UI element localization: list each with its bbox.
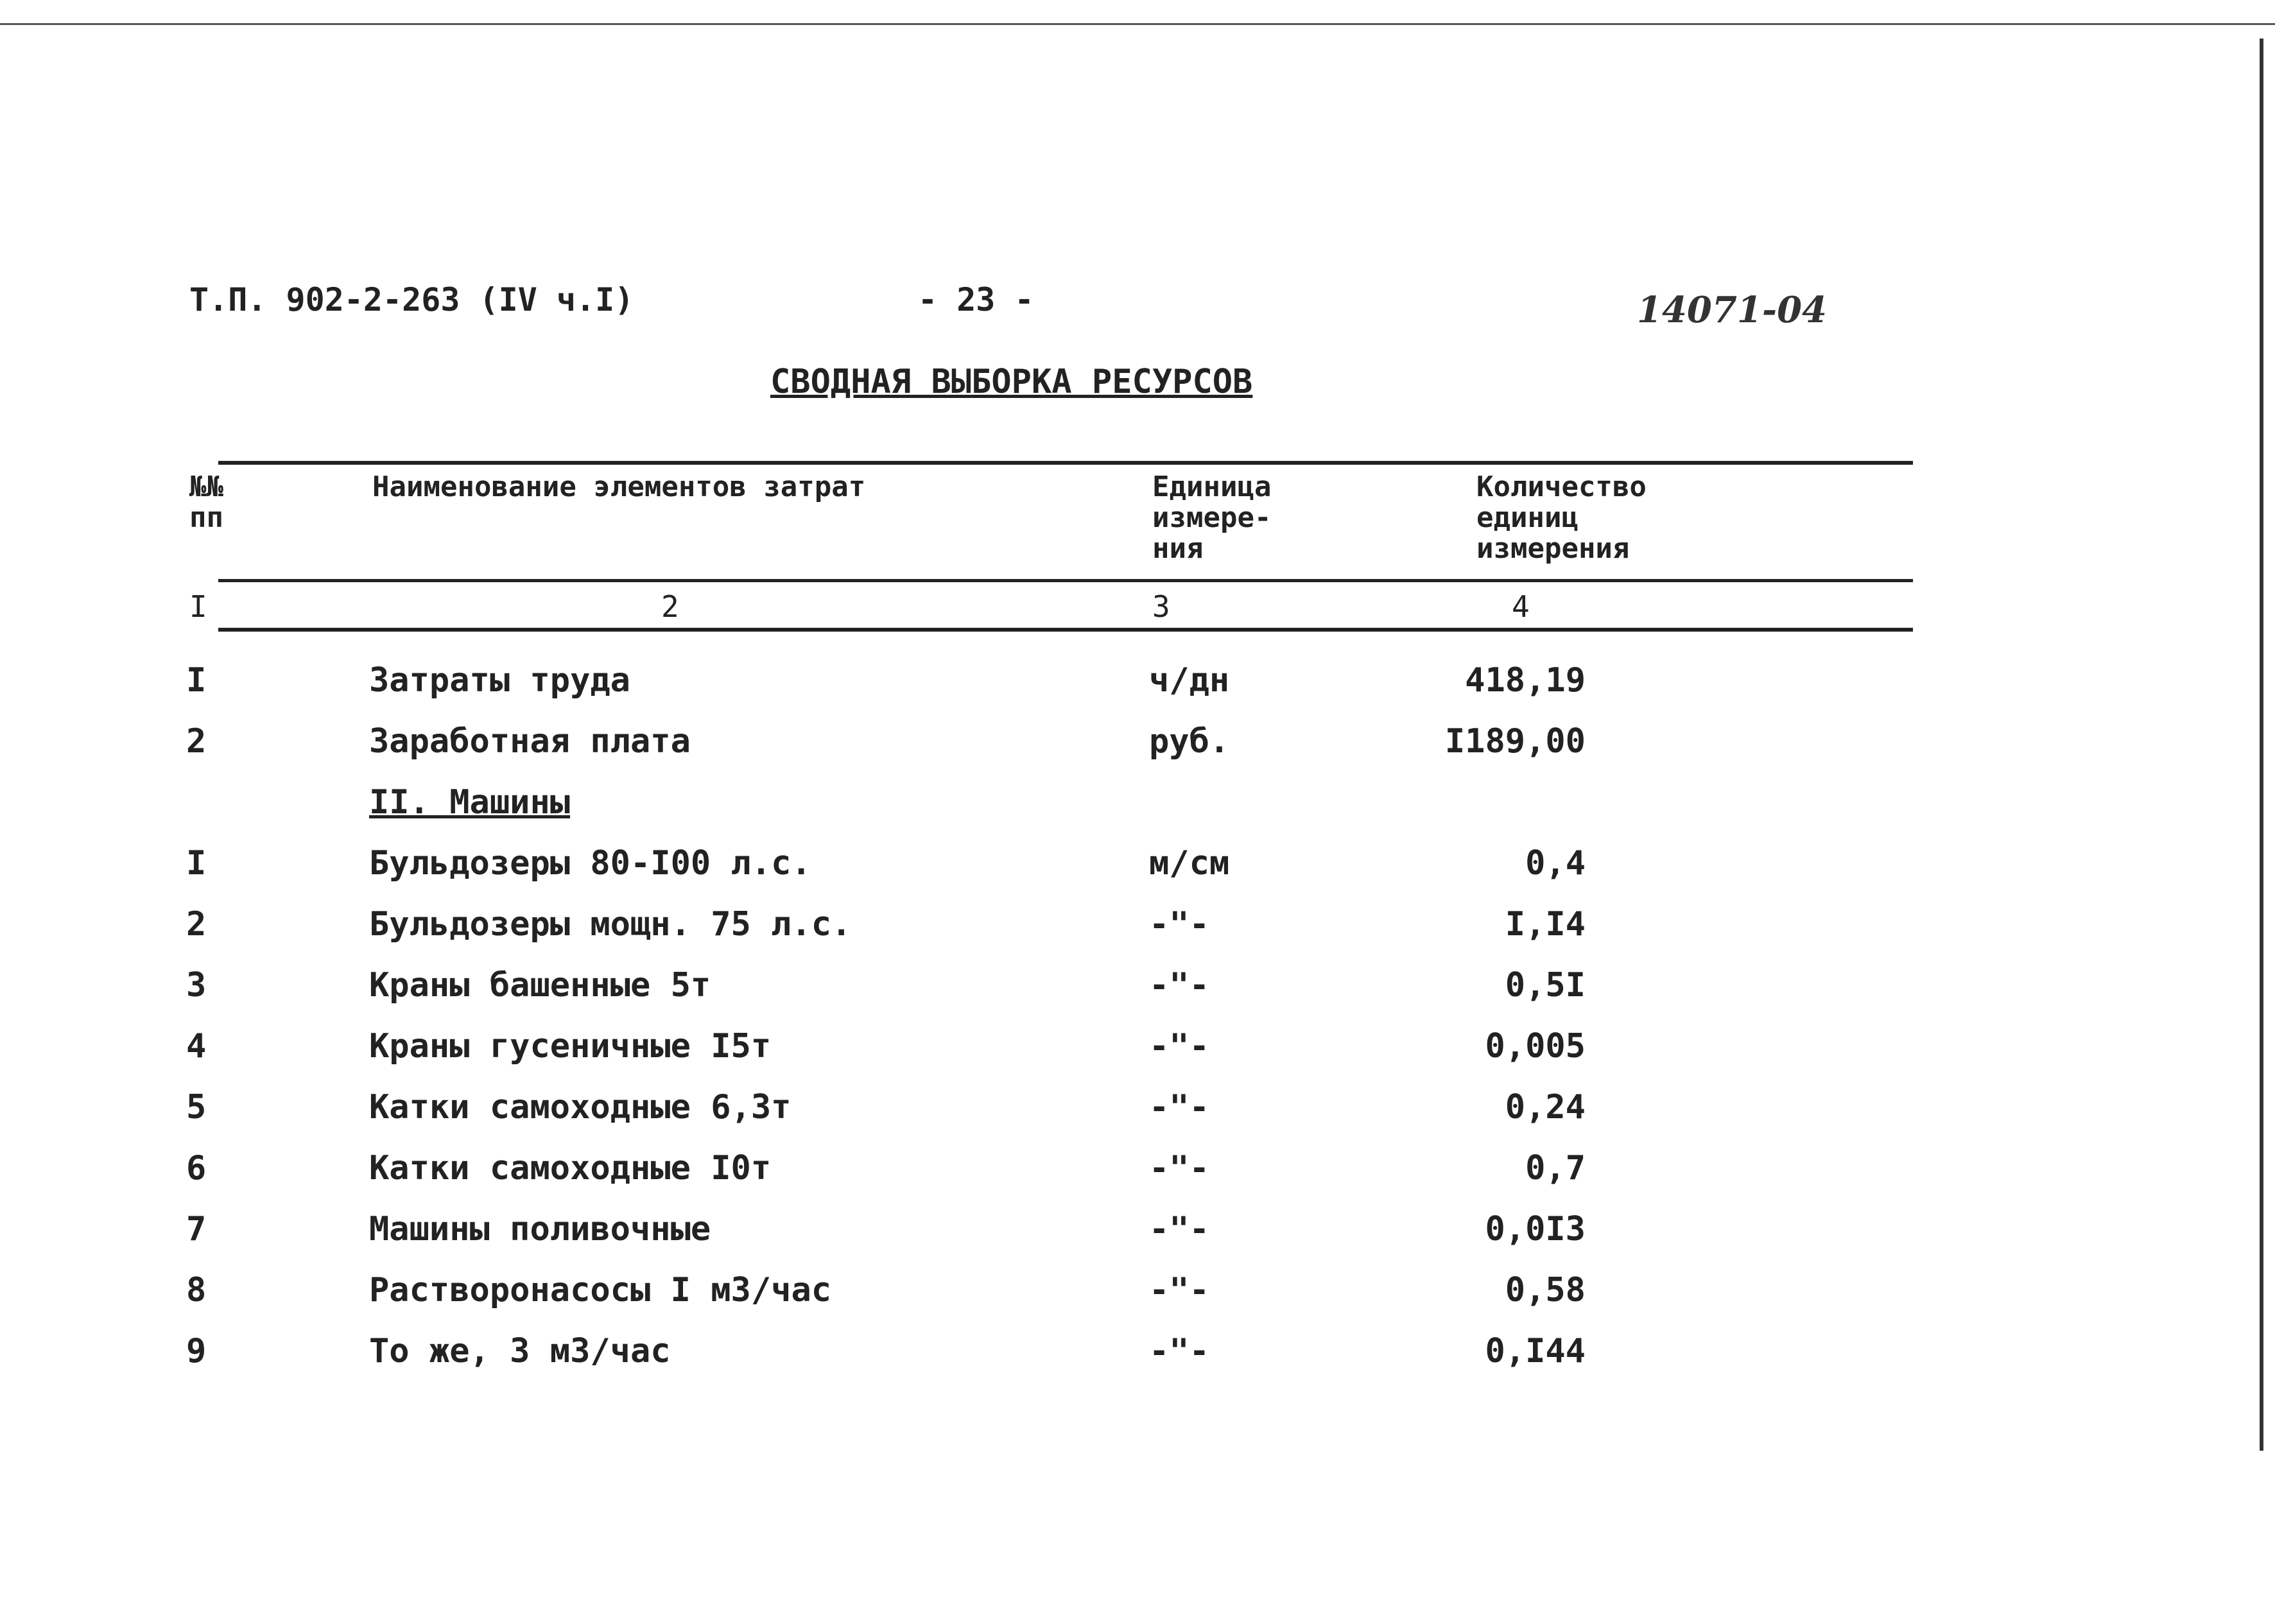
row-unit: -"-	[1149, 1332, 1209, 1370]
page-number: - 23 -	[918, 281, 1034, 318]
row-name: Катки самоходные 6,3т	[369, 1088, 791, 1127]
row-name: Заработная плата	[369, 722, 691, 761]
row-number: 9	[186, 1332, 207, 1370]
column-number: 4	[1512, 589, 1530, 624]
row-number: I	[186, 844, 207, 883]
row-number: 4	[186, 1027, 207, 1066]
row-name: Затраты труда	[369, 661, 630, 700]
scan-edge-line	[0, 23, 2275, 25]
table-row	[0, 1332, 2275, 1390]
row-number: 7	[186, 1210, 207, 1248]
row-number: 2	[186, 905, 207, 944]
row-unit: -"-	[1149, 1027, 1209, 1066]
row-quantity: 0,5I	[1505, 966, 1586, 1005]
row-unit: -"-	[1149, 1149, 1209, 1188]
row-unit: -"-	[1149, 1210, 1209, 1248]
row-number: I	[186, 661, 207, 700]
row-number: 5	[186, 1088, 207, 1127]
table-colnum-rule	[218, 628, 1913, 632]
column-header-name: Наименование элементов затрат	[372, 471, 866, 503]
table-row	[0, 1271, 2275, 1329]
table-top-rule	[218, 461, 1913, 465]
row-quantity: 0,0I3	[1485, 1210, 1586, 1248]
table-row	[0, 905, 2275, 963]
section-title: II. Машины	[369, 783, 571, 822]
page-title: СВОДНАЯ ВЫБОРКА РЕСУРСОВ	[770, 363, 1253, 401]
table-row	[0, 1027, 2275, 1085]
table-row	[0, 1149, 2275, 1207]
row-unit: -"-	[1149, 1271, 1209, 1309]
row-name: Катки самоходные I0т	[369, 1149, 772, 1188]
row-quantity: 0,24	[1505, 1088, 1586, 1127]
row-name: Бульдозеры мощн. 75 л.с.	[369, 905, 852, 944]
row-quantity: 0,7	[1525, 1149, 1586, 1188]
handwritten-number: 14071-04	[1637, 289, 1827, 331]
column-header-qty: Количество единиц измерения	[1476, 471, 1647, 565]
row-number: 6	[186, 1149, 207, 1188]
row-unit: -"-	[1149, 1088, 1209, 1127]
column-header-num: №№ пп	[189, 471, 223, 534]
table-row	[0, 1210, 2275, 1268]
row-number: 8	[186, 1271, 207, 1309]
row-unit: -"-	[1149, 966, 1209, 1005]
row-unit: м/см	[1149, 844, 1230, 883]
row-number: 2	[186, 722, 207, 761]
row-quantity: I189,00	[1444, 722, 1586, 761]
table-row	[0, 844, 2275, 902]
table-row	[0, 966, 2275, 1024]
column-number: 3	[1152, 589, 1170, 624]
table-row	[0, 661, 2275, 719]
row-quantity: 0,58	[1505, 1271, 1586, 1309]
row-name: Машины поливочные	[369, 1210, 711, 1248]
row-quantity: 0,I44	[1485, 1332, 1586, 1370]
row-number: 3	[186, 966, 207, 1005]
column-header-unit: Единица измере- ния	[1152, 471, 1272, 565]
row-name: Краны гусеничные I5т	[369, 1027, 772, 1066]
row-name: Бульдозеры 80-I00 л.с.	[369, 844, 811, 883]
column-number: I	[189, 589, 207, 624]
document-reference: Т.П. 902-2-263 (IV ч.I)	[189, 281, 634, 318]
table-header-rule	[218, 579, 1913, 582]
row-unit: -"-	[1149, 905, 1209, 944]
row-quantity: I,I4	[1505, 905, 1586, 944]
row-unit: ч/дн	[1149, 661, 1230, 700]
row-name: Растворонасосы I м3/час	[369, 1271, 832, 1309]
table-row	[0, 1088, 2275, 1146]
row-name: Краны башенные 5т	[369, 966, 711, 1005]
row-name: То же, 3 м3/час	[369, 1332, 671, 1370]
row-unit: руб.	[1149, 722, 1230, 761]
column-number: 2	[661, 589, 679, 624]
row-quantity: 0,4	[1525, 844, 1586, 883]
table-row	[0, 722, 2275, 780]
row-quantity: 418,19	[1465, 661, 1586, 700]
row-quantity: 0,005	[1485, 1027, 1586, 1066]
